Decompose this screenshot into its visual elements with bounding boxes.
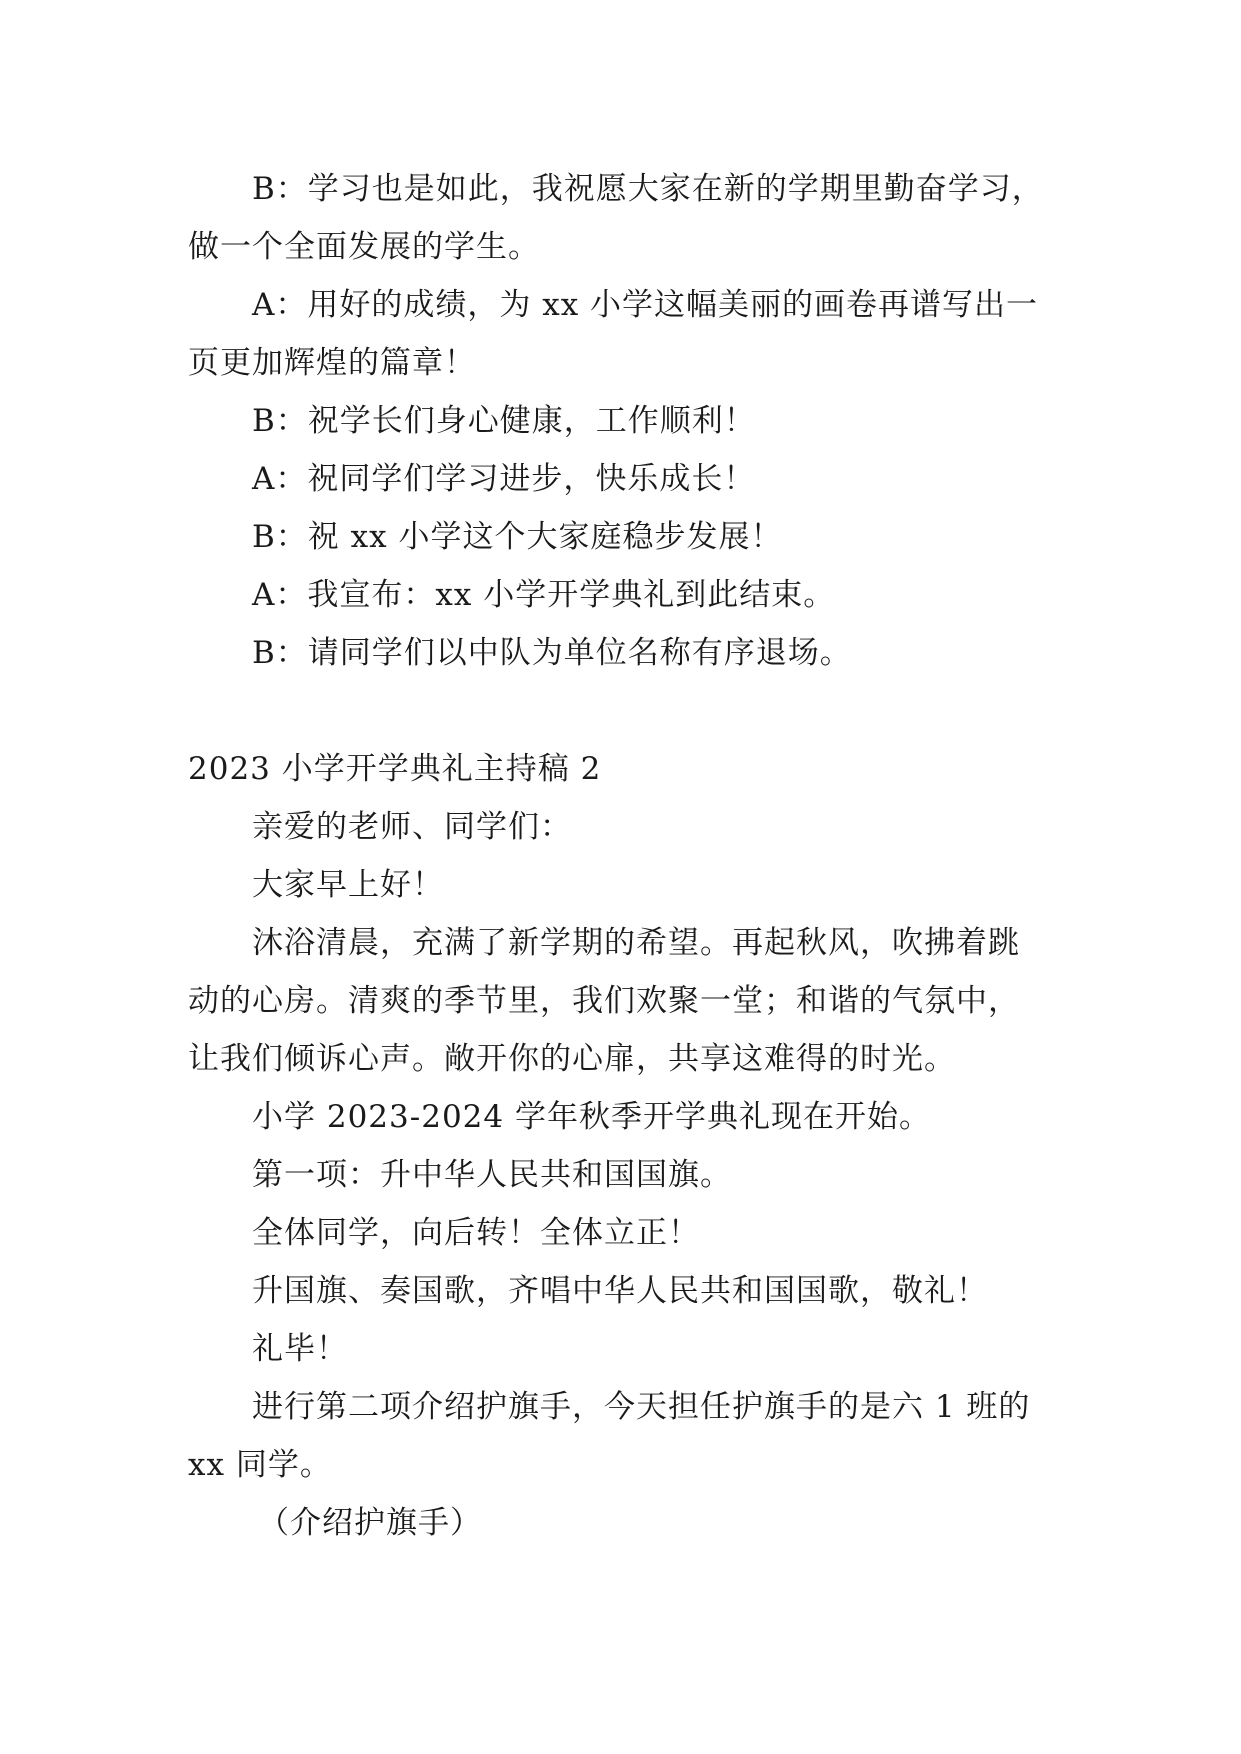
paragraph-line: B：请同学们以中队为单位名称有序退场。: [252, 635, 852, 671]
paragraph-line: B：祝学长们身心健康，工作顺利！: [252, 403, 756, 439]
paragraph-line: 全体同学，向后转！全体立正！: [252, 1215, 700, 1251]
paragraph-line: 亲爱的老师、同学们：: [252, 809, 572, 845]
document-page: [188, 160, 1068, 1552]
paragraph-line: 动的心房。清爽的季节里，我们欢聚一堂；和谐的气氛中，: [188, 983, 1020, 1019]
paragraph-line: xx 同学。: [188, 1447, 332, 1483]
paragraph-line: A：祝同学们学习进步，快乐成长！: [252, 461, 756, 497]
section-gap: [188, 682, 1068, 740]
paragraph-line: 让我们倾诉心声。敞开你的心扉，共享这难得的时光。: [188, 1041, 956, 1077]
paragraph-line: 大家早上好！: [252, 867, 444, 903]
paragraph-line: B：学习也是如此，我祝愿大家在新的学期里勤奋学习，: [252, 171, 1044, 207]
section-title: 2023 小学开学典礼主持稿 2: [188, 751, 602, 787]
paragraph-line: 小学 2023-2024 学年秋季开学典礼现在开始。: [252, 1099, 931, 1135]
paragraph-line: A：我宣布：xx 小学开学典礼到此结束。: [252, 577, 836, 613]
paragraph-line: 礼毕！: [252, 1331, 348, 1367]
paragraph-line: （介绍护旗手）: [258, 1505, 482, 1541]
paragraph-line: 第一项：升中华人民共和国国旗。: [252, 1157, 732, 1193]
paragraph-line: A：用好的成绩，为 xx 小学这幅美丽的画卷再谱写出一: [252, 287, 1039, 323]
paragraph-line: 升国旗、奏国歌，齐唱中华人民共和国国歌，敬礼！: [252, 1273, 988, 1309]
paragraph-line: 做一个全面发展的学生。: [188, 229, 540, 265]
paragraph-line: B：祝 xx 小学这个大家庭稳步发展！: [252, 519, 783, 555]
paragraph-line: 沐浴清晨，充满了新学期的希望。再起秋风，吹拂着跳: [252, 925, 1020, 961]
paragraph-line: 进行第二项介绍护旗手，今天担任护旗手的是六 1 班的: [252, 1389, 1031, 1425]
paragraph-line: 页更加辉煌的篇章！: [188, 345, 476, 381]
